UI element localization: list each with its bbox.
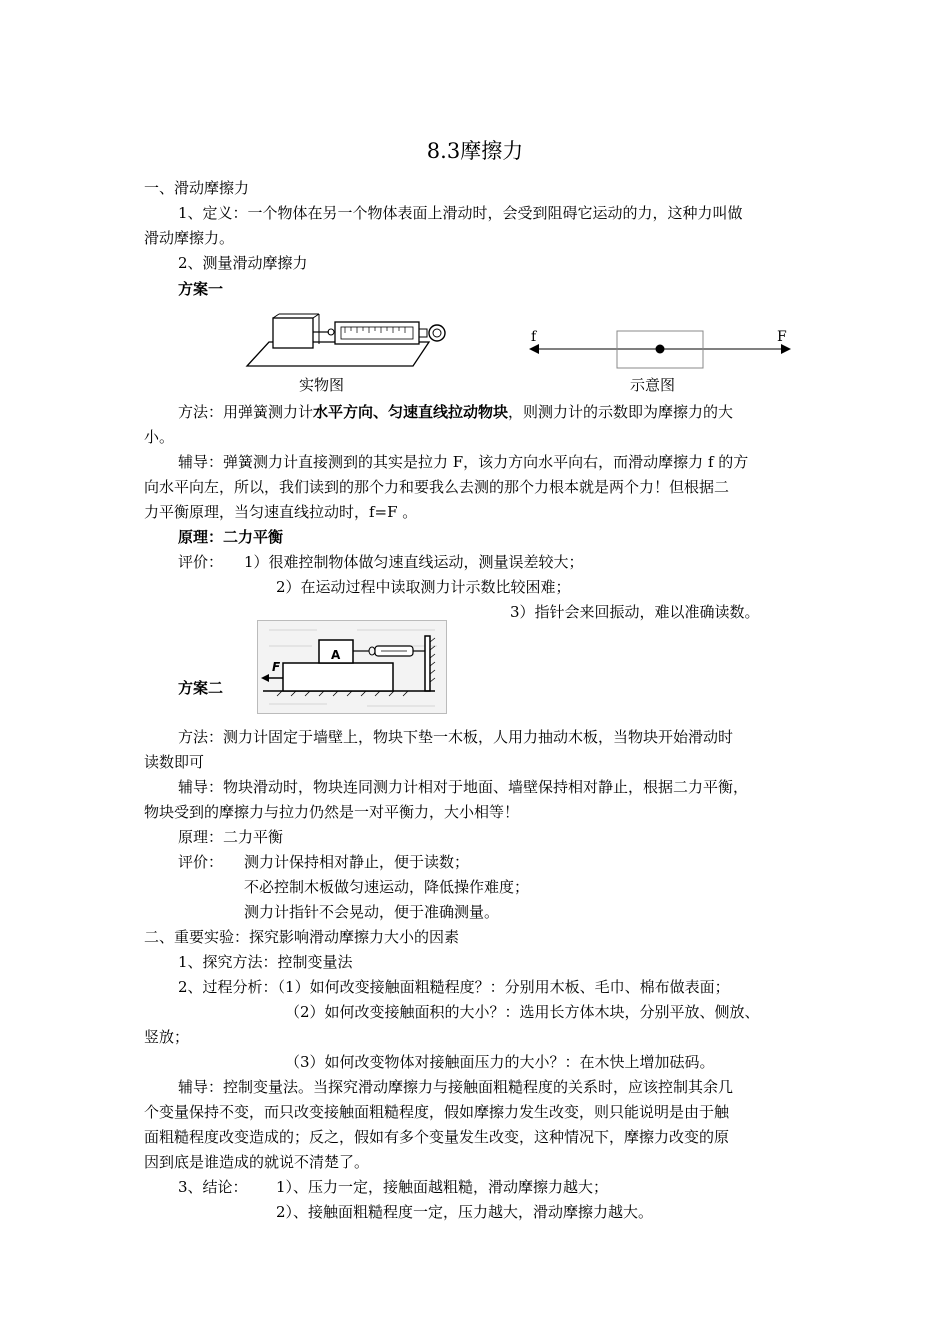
eval1-item2: 2）在运动过程中读取测力计示数比较困难；: [276, 578, 571, 596]
eval2-label: 评价：: [178, 853, 224, 871]
section2-method: 1、探究方法：控制变量法: [178, 953, 353, 971]
page-title: 8.3摩擦力: [426, 139, 524, 163]
plan2-heading: 方案二: [178, 679, 224, 697]
process-item1: 2、过程分析：（1）如何改变接触面粗糙程度？：分别用木板、毛巾、棉布做表面；: [178, 978, 730, 996]
principle2: 原理：二力平衡: [178, 828, 284, 846]
force-label-F: F: [777, 329, 787, 345]
aux3-line4: 因到底是谁造成的就说不清楚了。: [144, 1153, 370, 1171]
plan1-apparatus-figure: [243, 308, 453, 370]
method1-line1: 方法：用弹簧测力计水平方向、匀速直线拉动物块，则测力计的示数即为摩擦力的大: [178, 403, 734, 421]
conclusion-label: 3、结论：: [178, 1178, 248, 1196]
block-label-A: A: [331, 648, 341, 662]
method1-line2: 小。: [144, 428, 175, 446]
process-item2-cont: 竖放；: [144, 1028, 190, 1046]
aux3-line1: 辅导：控制变量法。当探究滑动摩擦力与接触面粗糙程度的关系时，应该控制其余几: [178, 1078, 734, 1096]
friction-label-f: f: [531, 329, 537, 345]
eval1-item3: 3）指针会来回振动，难以准确读数。: [510, 603, 760, 621]
aux1-line2: 向水平向左，所以，我们读到的那个力和要我么去测的那个力根本就是两个力！但根据二: [144, 478, 730, 496]
conclusion-item1: 1）、压力一定，接触面越粗糙，滑动摩擦力越大；: [276, 1178, 609, 1196]
definition-line1: 1、定义：一个物体在另一个物体表面上滑动时，会受到阻碍它运动的力，这种力叫做: [178, 204, 743, 222]
plan1-schematic-figure: [525, 322, 795, 372]
plan1-heading: 方案一: [178, 280, 224, 298]
caption-schematic: 示意图: [630, 376, 676, 394]
eval2-item2: 不必控制木板做匀速运动，降低操作难度；: [244, 878, 530, 896]
aux2-line2: 物块受到的摩擦力与拉力仍然是一对平衡力，大小相等！: [144, 803, 520, 821]
conclusion-item2: 2）、接触面粗糙程度一定，压力越大，滑动摩擦力越大。: [276, 1203, 654, 1221]
eval2-item3: 测力计指针不会晃动，便于准确测量。: [244, 903, 500, 921]
caption-physical: 实物图: [299, 376, 345, 394]
section2-heading: 二、重要实验：探究影响滑动摩擦力大小的因素: [144, 928, 460, 946]
aux3-line2: 个变量保持不变，而只改变接触面粗糙程度，假如摩擦力发生改变，则只能说明是由于触: [144, 1103, 730, 1121]
measure-heading: 2、测量滑动摩擦力: [178, 254, 308, 272]
eval1-label: 评价：: [178, 553, 224, 571]
aux2-line1: 辅导：物块滑动时，物块连同测力计相对于地面、墙壁保持相对静止，根据二力平衡，: [178, 778, 749, 796]
aux1-line1: 辅导：弹簧测力计直接测到的其实是拉力 F，该力方向水平向右，而滑动摩擦力 f 的方: [178, 453, 749, 471]
process-item2: （2）如何改变接触面积的大小？：选用长方体木块，分别平放、侧放、: [285, 1003, 760, 1021]
eval2-item1: 测力计保持相对静止，便于读数；: [244, 853, 470, 871]
process-item3: （3）如何改变物体对接触面压力的大小？：在木快上增加砝码。: [285, 1053, 715, 1071]
aux3-line3: 面粗糙程度改变造成的；反之，假如有多个变量发生改变，这种情况下，摩擦力改变的原: [144, 1128, 730, 1146]
method2-line1: 方法：测力计固定于墙壁上，物块下垫一木板，人用力抽动木板，当物块开始滑动时: [178, 728, 734, 746]
eval1-item1: 1）很难控制物体做匀速直线运动，测量误差较大；: [244, 553, 584, 571]
method2-line2: 读数即可: [144, 753, 205, 771]
principle1: 原理：二力平衡: [178, 528, 284, 546]
aux1-line3: 力平衡原理，当匀速直线拉动时，f=F 。: [144, 503, 418, 521]
plan2-apparatus-figure: [257, 620, 447, 714]
pull-force-label-F: F: [272, 660, 281, 674]
definition-line2: 滑动摩擦力。: [144, 229, 235, 247]
section1-heading: 一、滑动摩擦力: [144, 179, 250, 197]
